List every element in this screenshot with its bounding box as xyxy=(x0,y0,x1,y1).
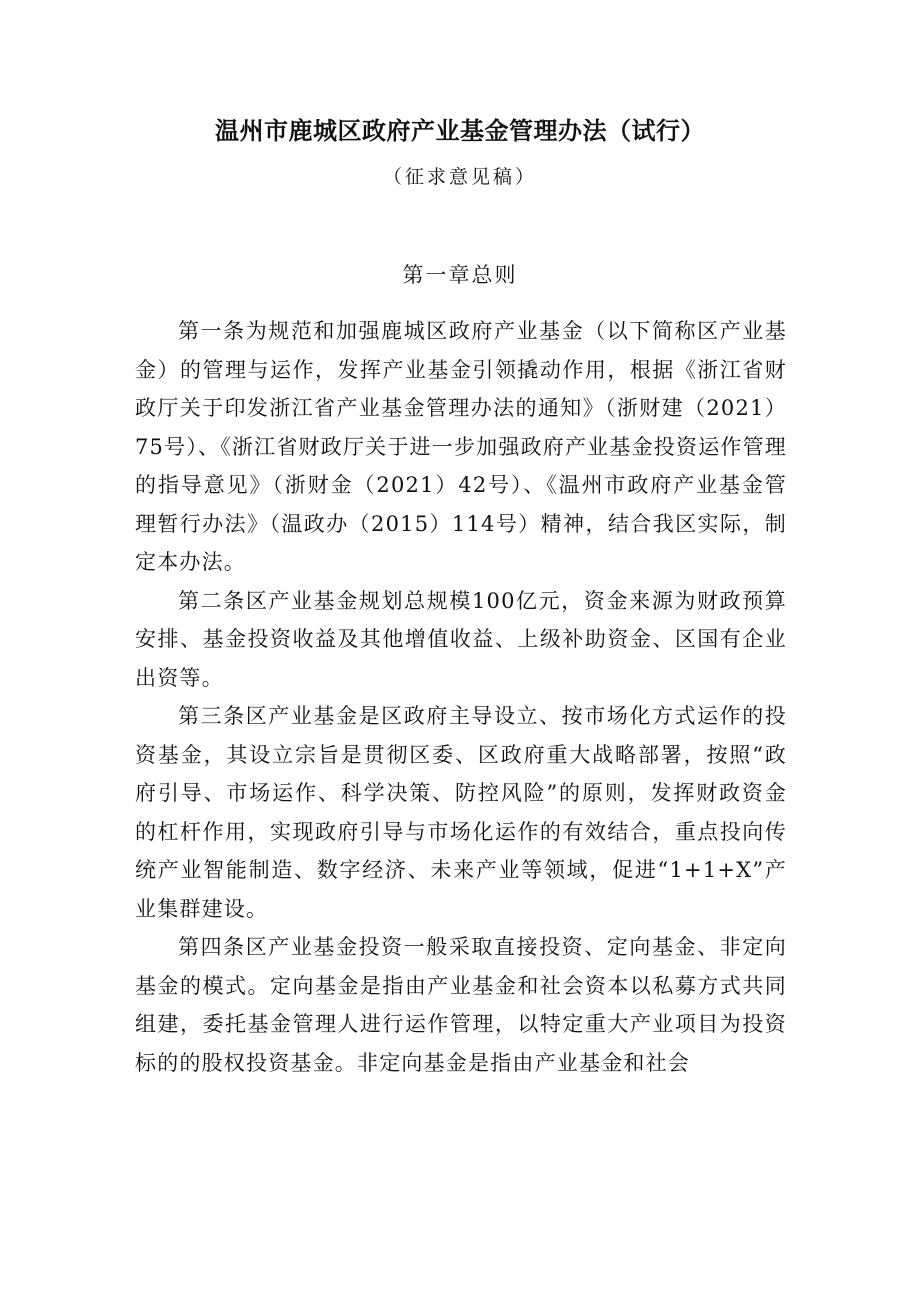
article-3-paragraph: 第三条区产业基金是区政府主导设立、按市场化方式运作的投资基金，其设立宗旨是贯彻区委、区政府重大战略部署，按照“政府引导、市场运作、科学决策、防控风险”的原则，发挥财政资金的杠杆作用，实现政府引导与市场化运作的有效结合，重点投向传统产业智能制造、数字经济、未来产业等领域，促进“1+1+X”产业集群建设。 xyxy=(135,704,787,921)
article-2-paragraph: 第二条区产业基金规划总规模100亿元，资金来源为财政预算安排、基金投资收益及其他增值收益、上级补助资金、区国有企业出资等。 xyxy=(135,588,787,690)
article-4-paragraph: 第四条区产业基金投资一般采取直接投资、定向基金、非定向基金的模式。定向基金是指由产业基金和社会资本以私募方式共同组建，委托基金管理人进行运作管理，以特定重大产业项目为投资标的的股权投资基金。非定向基金是指由产业基金和社会 xyxy=(135,935,787,1075)
document-title: 温州市鹿城区政府产业基金管理办法（试行） xyxy=(215,117,705,145)
document-subtitle: （征求意见稿） xyxy=(382,166,537,188)
chapter-heading: 第一章总则 xyxy=(402,263,518,287)
article-1-paragraph: 第一条为规范和加强鹿城区政府产业基金（以下简称区产业基金）的管理与运作，发挥产业基金引领撬动作用，根据《浙江省财政厅关于印发浙江省产业基金管理办法的通知》（浙财建（2021）75号）、《浙江省财政厅关于进一步加强政府产业基金投资运作管理的指导意见》（浙财金（2021）42号）、《温州市政府产业基金管理暂行办法》（温政办（2015）114号）精神，结合我区实际，制定本办法。 xyxy=(135,319,787,574)
document-body xyxy=(135,312,787,1082)
